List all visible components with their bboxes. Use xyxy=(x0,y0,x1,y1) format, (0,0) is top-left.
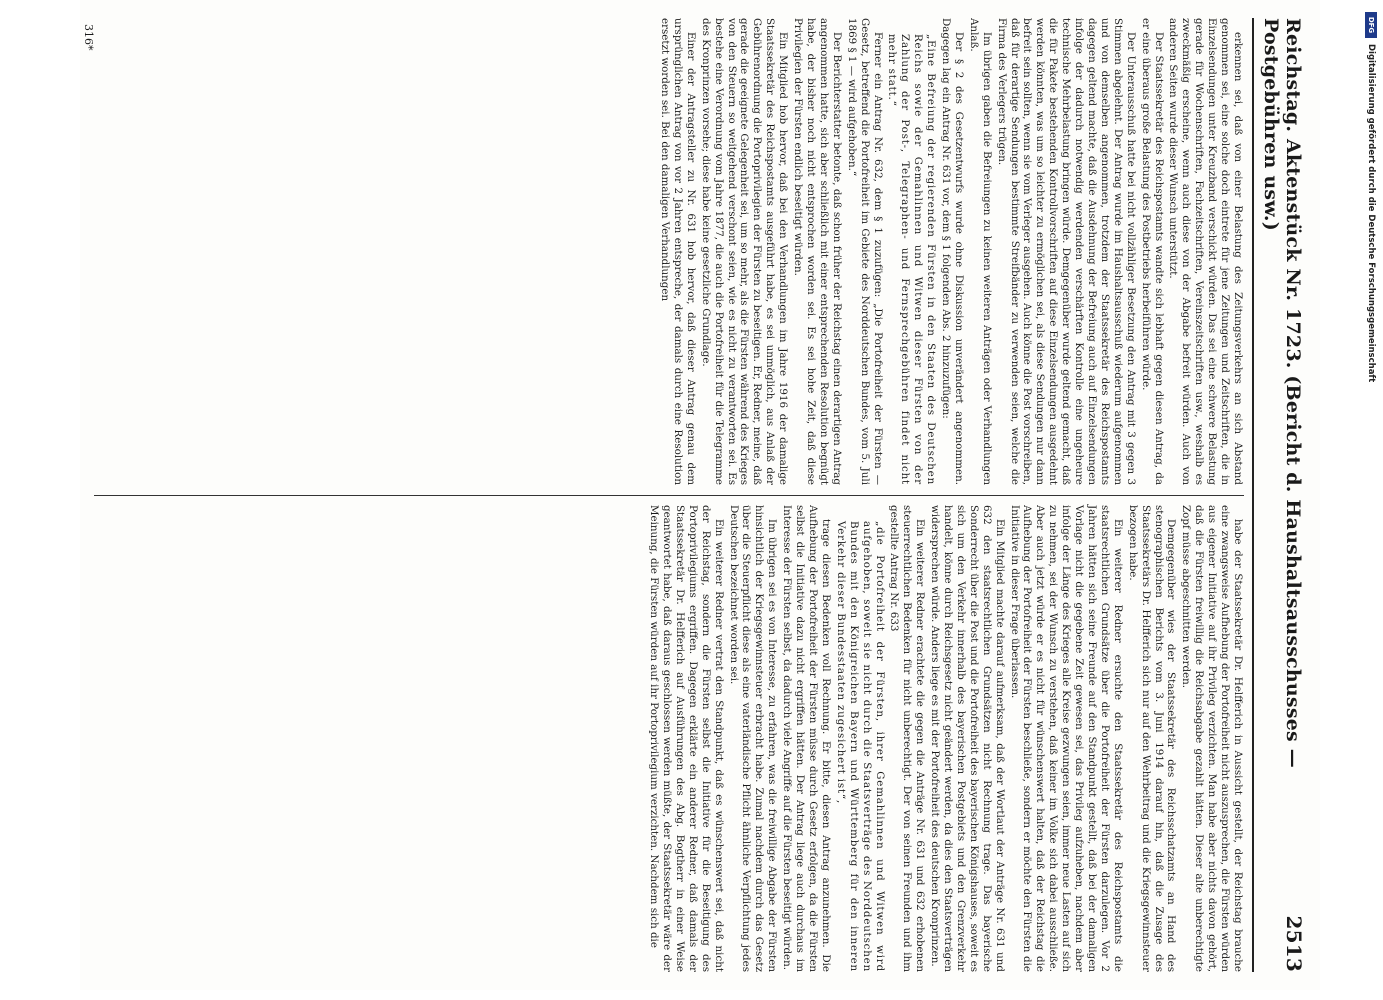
text-column-right xyxy=(94,495,1244,972)
paragraph: Ferner ein Antrag Nr. 632, dem § 1 zuzufügen: „Die Portofreiheit der Fürsten — Gesetz, betreffend die Portofreiheit im Gebiete des Norddeutschen Bundes, vom 5. Juli 1869 § 1 — wird aufgehoben.“ xyxy=(845,18,884,485)
folio-mark: 316* xyxy=(82,24,95,51)
paragraph: habe der Staatssekretär Dr. Helfferich in Aussicht gestellt, der Reichstag brauche eine zwangsweise Aufhebung der Portofreiheit nicht auszusprechen, die Fürsten würden aus eigener Initiative auf ihr Privileg verzichten. Man habe aber nichts davon gehört, daß die Fürsten freiwillig die Reichsabgabe gezahlt hätten. Dieser alte unberechtigte Zopf müsse abgeschnitten werden. xyxy=(1180,505,1244,972)
paragraph: erkennen sei, daß von einer Belastung des Zeitungsverkehrs an sich Abstand genommen sei, eine solche doch eintrete für jene Zeitungen und Zeitschriften, die in Einzelsendungen unter Kreuzband verschickt würden. Das sei eine schwere Belastung gerade für Wochenschriften, Fachzeitschriften, Vereinszeitschriften usw., weshalb es zweckmäßig erscheine, wenn auch diese von der Abgabe befreit würden. Auch von anderen Seiten wurde dieser Wunsch unterstützt. xyxy=(1167,18,1244,485)
paragraph: Ein Mitglied hob hervor, daß bei den Verhandlungen im Jahre 1916 der damalige Staatssekretär des Reichspostamts ausgeführt habe, es sei unmöglich, aus Anlaß der Gebührenordnung die Portoprivilegien der Fürsten zu beseitigen. Er, Redner, meine, daß gerade die geeignete Gelegenheit sei, um so mehr, als die Fürsten während des Krieges von den Steuern so weitgehend verschont seien, wie es nicht zu verantworten sei. Es bestehe eine Verordnung vom Jahre 1877, die auch die Portofreiheit für die Telegramme des Kronprinzen vorsehe; diese habe keine gesetzliche Grundlage. xyxy=(699,18,790,485)
printed-page xyxy=(80,0,1320,990)
paragraph: Der Staatssekretär des Reichspostamts wandte sich lebhaft gegen diesen Antrag, da er eine überaus große Belastung des Postbetriebs herbeiführen würde. xyxy=(1139,18,1165,485)
credit-text: Digitalisierung gefördert durch die Deutsche Forschungsgemeinschaft xyxy=(1366,44,1376,383)
paragraph: Ein Mitglied machte darauf aufmerksam, daß der Wortlaut der Anträge Nr. 631 und 632 den staatsrechtlichen Grundsätzen nicht Rechnung trage. Das bayerische Sonderrecht über die Post und die Portofreiheit des bayerischen Königshauses, soweit es sich um den Verkehr innerhalb des bayerischen Postgebiets und den Grenzverkehr handelt, könne durch Reichsgesetz nicht geändert werden, da dies den Staatsverträgen widersprechen würde. Anders liege es mit der Portofreiheit des deutschen Kronprinzen. xyxy=(929,505,1006,972)
paragraph: Ein weiterer Redner erachtete die gegen die Anträge Nr. 631 und 632 erhobenen steuerrechtlichen Bedenken für nicht unberechtigt. Der von seinen Freunden und ihm gestellte Antrag Nr. 633 xyxy=(888,505,927,972)
paragraph: „die Portofreiheit der Fürsten, ihrer Gemahlinnen und Witwen wird aufgehoben, soweit sie nicht durch die Staatsverträge des Norddeutschen Bundes mit den Königreichen Bayern und Württemberg für den inneren Verkehr dieser Bundesstaaten zugesichert ist“, xyxy=(834,521,886,972)
digitization-credit xyxy=(1365,12,1377,652)
paragraph: Der Unterausschuß hatte bei nicht vollzähliger Besetzung den Antrag mit 3 gegen 3 Stimmen abgelehnt. Der Antrag wurde im Haushaltsausschuß wiederum aufgenommen und von demselben angenommen, trotzdem der Staatssekretär des Reichspostamts dagegen geltend machte, daß die Ausdehnung der Befreiung auch auf Einzelsendungen infolge der dadurch notwendig werdenden verschärften Kontrolle eine ungeheure technische Mehrbelastung bringen würde. Demgegenüber wurde geltend gemacht, daß die für Pakete bestehenden Kontrollvorschriften auf diese Einzelsendungen ausgedehnt werden könnten, was um so leichter zu ermöglichen sei, als diese Sendungen nur dann befreit sein sollten, wenn sie vom Verleger ausgehen. Auch könne die Post vorschreiben, daß für derartige Sendungen bestimmte Streifbänder zu verwenden seien, welche die Firma des Verlegers trügen. xyxy=(995,18,1137,485)
paragraph: trage diesen Bedenken voll Rechnung. Er bitte, diesen Antrag anzunehmen. Die Aufhebung der Portofreiheit der Fürsten müsse durch Gesetz erfolgen, da die Fürsten selbst die Initiative dazu nicht ergriffen hätten. Der Antrag liege auch durchaus im Interesse der Fürsten selbst, da dadurch viele Angriffe auf die Fürsten beseitigt würden. xyxy=(781,505,832,972)
paragraph: Ein weiterer Redner vertrat den Standpunkt, daß es wünschenswert sei, daß nicht der Reichstag, sondern die Fürsten selbst die Initiative für die Beseitigung des Portoprivilegiums ergriffen. Dagegen erklärte ein anderer Redner, daß damals der Staatssekretär Dr. Helfferich auf Ausführungen des Abg. Bogtherr in einer Weise geantwortet habe, daß daraus geschlossen werden müßte, der Staatssekretär wäre der Meinung, die Fürsten würden auf ihr Portoprivilegium verzichten. Nachdem sich die xyxy=(648,505,725,972)
running-head-title: Reichstag. Aktenstück Nr. 1723. (Bericht d. Haushaltsausschusses — Postgebühren usw.) xyxy=(1260,18,1304,768)
paragraph: „Eine Befreiung der regierenden Fürsten in den Staaten des Deutschen Reichs sowie der Gemahlinnen und Witwen dieser Fürsten von der Zahlung der Post-, Telegraphen- und Fernsprechgebühren findet nicht mehr statt.“ xyxy=(886,34,938,485)
paragraph: Ein weiterer Redner ersuchte den Staatssekretär des Reichspostamts die staatsrechtlichen Grundsätze über die Portofreiheit der Fürsten darzulegen. Vor 2 Jahren hätten sich seine Freunde auf den Standpunkt gestellt, daß bei der damaligen Vorlage nicht die gegebene Zeit gewesen sei, das Privileg aufzuheben, nachdem aber infolge der Länge des Krieges alle Kreise gezwungen seien, immer neue Lasten auf sich zu nehmen, sei der Wunsch zu verstehen, daß keiner im Volke sich dabei ausschließe. Aber auch jetzt würde er es nicht für wünschenswert halten, daß der Reichstag die Aufhebung der Portofreiheit der Fürsten beschließe, sondern er möchte den Fürsten die Initiative in dieser Frage überlassen. xyxy=(1008,505,1124,972)
text-columns xyxy=(94,18,1244,972)
paragraph: Demgegenüber wies der Staatssekretär des Reichsschatzamts an Hand des stenographischen Berichts vom 3. Juni 1914 darauf hin, daß die Zusage des Staatssekretärs Dr. Helfferich sich nur auf den Wehrbeitrag und die Kriegsgewinnsteuer bezogen habe. xyxy=(1126,505,1178,972)
paragraph: Einer der Antragsteller zu Nr. 631 hob hervor, daß dieser Antrag genau dem ursprünglichen Antrag von vor 2 Jahren entspreche, der damals durch eine Resolution ersetzt worden sei. Bei den damaligen Verhandlungen xyxy=(659,18,697,485)
text-column-left xyxy=(94,18,1244,485)
running-head xyxy=(1252,18,1306,972)
paragraph: Der Berichterstatter betonte, daß schon früher der Reichstag einen derartigen Antrag angenommen hatte, sich aber schließlich mit einer entsprechenden Resolution begnügt habe, der bisher noch nicht entsprochen worden sei. Es sei hohe Zeit, daß diese Privilegien der Fürsten endlich beseitigt würden. xyxy=(792,18,843,485)
dfg-logo: DFG xyxy=(1365,12,1377,38)
paragraph: Im übrigen gaben die Befreiungen zu keinen weiteren Anträgen oder Verhandlungen Anlaß. xyxy=(967,18,993,485)
page-number: 2513 xyxy=(1282,915,1306,972)
paragraph: Im übrigen sei es von Interesse, zu erfahren, was die freiwillige Abgabe der Fürsten hinsichtlich der Kriegsgewinnsteuer erbracht habe. Zumal nachdem durch das Gesetz über die Steuerpflicht diese als eine vaterländische Pflicht ähnliche Verpflichtung jedes Deutschen bezeichnet worden sei. xyxy=(727,505,779,972)
paragraph: Der § 2 des Gesetzentwurfs wurde ohne Diskussion unverändert angenommen. Dagegen lag ein Antrag Nr. 631 vor, dem § 1 folgenden Abs. 2 hinzuzufügen: xyxy=(940,18,965,485)
